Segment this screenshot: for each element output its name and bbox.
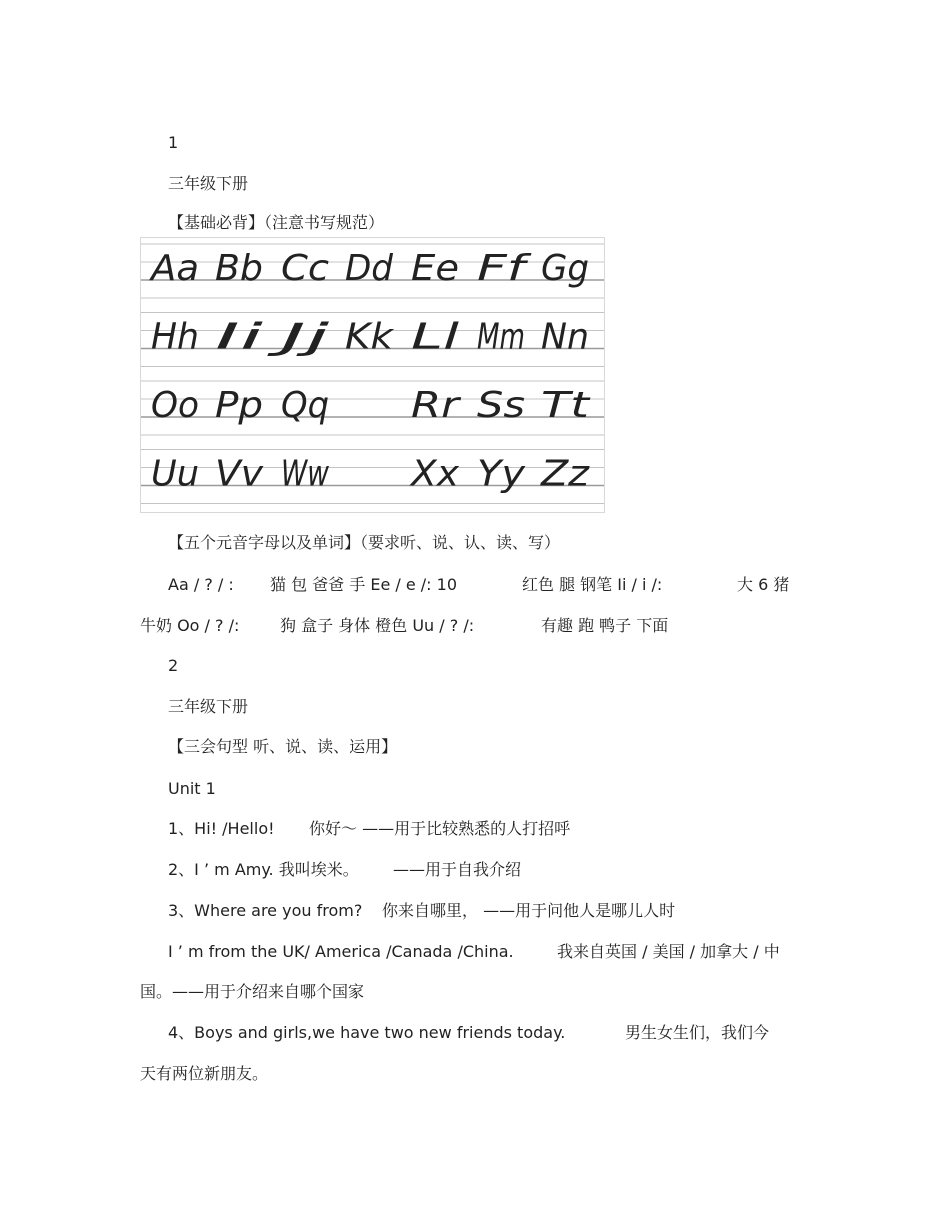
alphabet-letter-pair: Ww <box>281 453 330 495</box>
alphabet-letter-pair: Oo <box>151 385 199 426</box>
alphabet-letter-pair: Ll <box>411 316 459 358</box>
alphabet-letter-pair: Ff <box>477 248 533 289</box>
sentence-3b-cn: 我来自英国 / 美国 / 加拿大 / 中 <box>557 942 780 961</box>
alphabet-letter-pair: Kk <box>345 316 396 358</box>
alphabet-letter-pair: Pp <box>215 385 263 426</box>
alphabet-letter-pair: Qq <box>281 385 329 426</box>
sentence-2-en: 2、I ’ m Amy. 我叫埃米。 <box>168 860 359 879</box>
alphabet-letter-pair: Dd <box>345 248 395 289</box>
page-number: 2 <box>168 656 179 675</box>
sentence-3-cn: 你来自哪里， ——用于问他人是哪儿人时 <box>382 901 676 920</box>
alphabet-letter-pair: Yy <box>477 453 526 495</box>
alphabet-letter-pair: Zz <box>539 453 591 495</box>
sentence-3c: 国。——用于介绍来自哪个国家 <box>140 982 365 1001</box>
basics-heading: 【基础必背】（注意书写规范） <box>168 213 385 232</box>
unit-title: Unit 1 <box>168 779 216 798</box>
alphabet-letter-pair: Rr <box>411 385 462 426</box>
alphabet-letter-pair: Tt <box>541 385 592 426</box>
sentence-4b: 天有两位新朋友。 <box>140 1064 269 1083</box>
sentence-3-en: 3、Where are you from? <box>168 901 363 920</box>
page-number: 1 <box>168 133 179 152</box>
vowel-a-words: 猫 包 爸爸 手 Ee / e /: 10 <box>270 575 458 594</box>
sentence-4-en: 4、Boys and girls,we have two new friends today. <box>168 1023 566 1042</box>
vowel-u-words: 有趣 跑 鸭子 下面 <box>541 616 669 635</box>
alphabet-letter-pair: Uu <box>151 453 199 495</box>
alphabet-letter-pair: Ss <box>477 385 525 426</box>
alphabet-letter-pair: Aa <box>148 248 199 289</box>
alphabet-letter-pair: Mm <box>477 316 525 358</box>
alphabet-svg <box>141 238 604 512</box>
vowel-a-phonetic: Aa / ? / : <box>168 575 234 594</box>
sentence-heading: 【三会句型 听、说、读、运用】 <box>168 737 398 756</box>
alphabet-letter-pair: Jj <box>267 316 329 358</box>
alphabet-handwriting-chart <box>140 237 605 513</box>
alphabet-letter-pair: Xx <box>408 453 460 495</box>
grade-title: 三年级下册 <box>168 697 249 716</box>
alphabet-letter-pair: Bb <box>215 248 263 289</box>
alphabet-letter-pair: Vv <box>215 453 264 495</box>
sentence-4-cn: 男生女生们，我们今 <box>625 1023 770 1042</box>
alphabet-letter-pair: Ee <box>411 248 459 289</box>
sentence-1-cn: 你好～ ——用于比较熟悉的人打招呼 <box>309 819 571 838</box>
vowel-o-words: 狗 盒子 身体 橙色 Uu / ? /: <box>280 616 475 635</box>
vowel-heading: 【五个元音字母以及单词】（要求听、说、认、读、写） <box>168 533 561 552</box>
alphabet-letter-pair: Gg <box>541 248 589 289</box>
vowel-i-words: 大 6 猪 <box>737 575 790 594</box>
sentence-3b-en: I ’ m from the UK/ America /Canada /China. <box>168 942 514 961</box>
sentence-2-cn: ——用于自我介绍 <box>393 860 522 879</box>
alphabet-letter-pair: Hh <box>151 316 199 358</box>
vowel-o-phonetic: 牛奶 Oo / ? /: <box>140 616 240 635</box>
sentence-1-en: 1、Hi! /Hello! <box>168 819 275 838</box>
grade-title: 三年级下册 <box>168 174 249 193</box>
alphabet-letter-pair: Ii <box>215 316 263 358</box>
alphabet-letter-pair: Cc <box>281 248 330 289</box>
vowel-e-words: 红色 腿 钢笔 Ii / i /: <box>522 575 663 594</box>
alphabet-letter-pair: Nn <box>541 316 589 358</box>
